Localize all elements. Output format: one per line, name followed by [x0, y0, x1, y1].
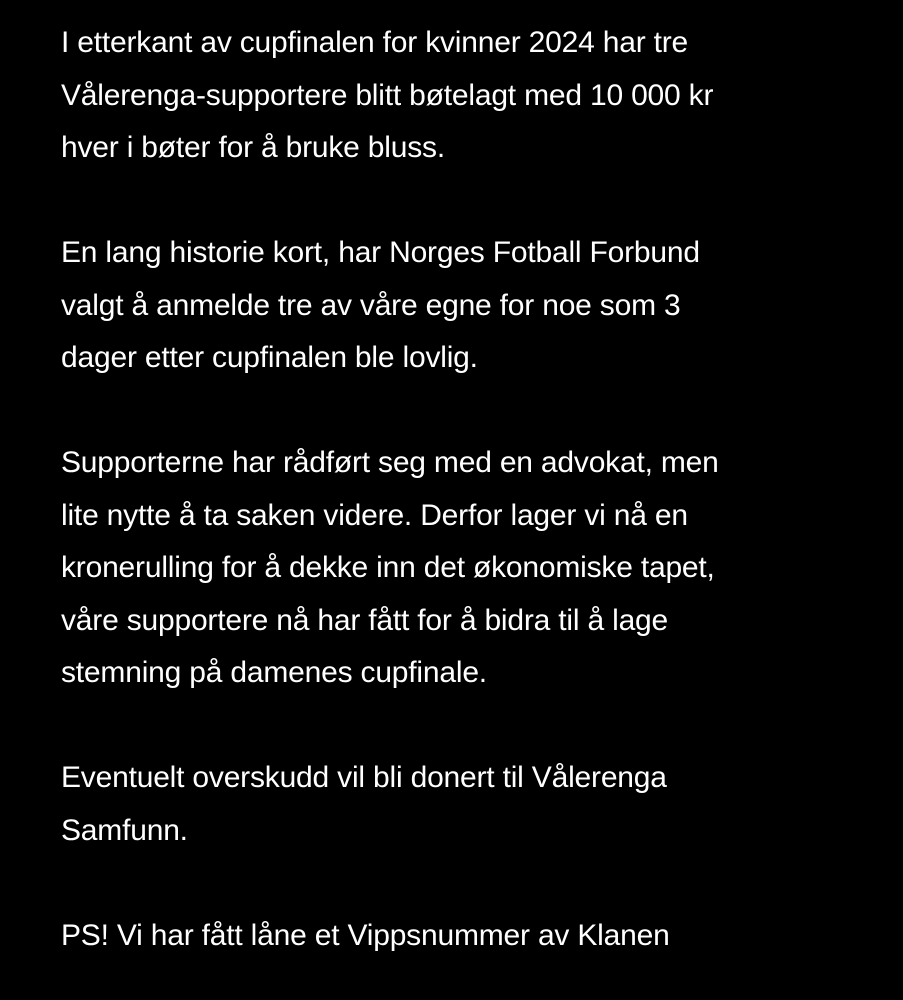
- paragraph-intro: I etterkant av cupfinalen for kvinner 2024 har tre Vålerenga-supportere blitt bøtelagt med 10 000 kr hver i bøter for å bruke bluss.: [61, 26, 714, 164]
- paragraph-story: En lang historie kort, har Norges Fotball Forbund valgt å anmelde tre av våre egne for noe som 3 dager etter cupfinalen ble lovlig.: [61, 236, 700, 374]
- paragraph-ps: PS! Vi har fått låne et Vippsnummer av Klanen: [61, 918, 670, 952]
- paragraph-fundraiser: Supporterne har rådført seg med en advokat, men lite nytte å ta saken videre. Derfor lager vi nå en kronerulling for å dekke inn det økonomiske tapet, våre supportere nå har fått for å bidra til å lage stemning på damenes cupfinale.: [61, 446, 719, 689]
- paragraph-surplus: Eventuelt overskudd vil bli donert til Vålerenga Samfunn.: [61, 761, 667, 847]
